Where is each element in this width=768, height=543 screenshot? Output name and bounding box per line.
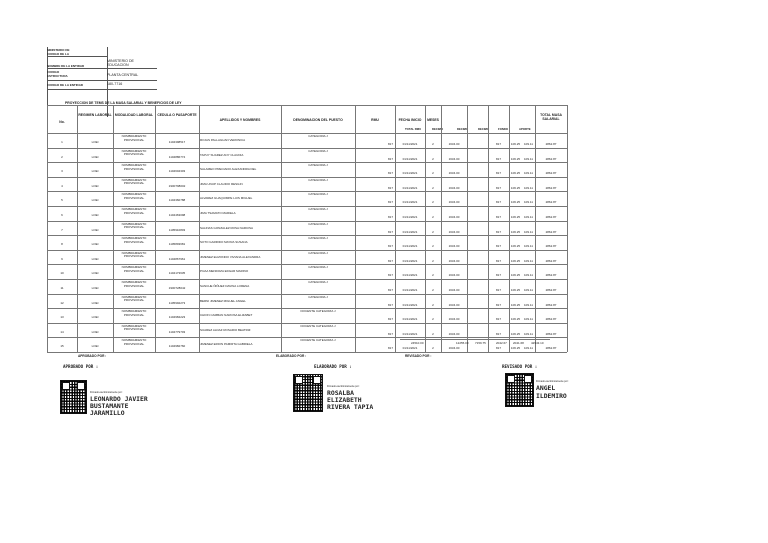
cell-total: 2862.87 [545, 288, 557, 292]
cell-no: 7 [61, 227, 63, 232]
grand-total: 42943.10 [531, 341, 544, 345]
cell-fecha: 01/11/2021 [402, 302, 418, 307]
column-header-meses: MESES [427, 118, 439, 122]
cell-c3: 817 [495, 215, 501, 219]
cell-fecha: 01/11/2021 [402, 317, 418, 322]
cell-no: 12 [60, 300, 64, 305]
approved-name: LEONARDO JAVIER [90, 395, 148, 403]
cell-regimen: LOEI [91, 198, 99, 203]
cell-fecha: 01/11/2021 [402, 258, 418, 263]
cell-cedula: 1104360788 [168, 198, 186, 203]
cell-meses: 2 [432, 200, 434, 205]
cell-c5: 109.11 [524, 288, 533, 292]
column-header-modalidad: MODALIDAD LABORAL [114, 113, 154, 117]
cell-c3: 817 [495, 288, 501, 292]
cell-c4: 106.25 [510, 229, 521, 234]
cell-cedula: 1104779703 [168, 329, 186, 334]
cell-regimen: LOEI [91, 213, 99, 217]
cell-puesto: DOCENTE CATEGORIA J [300, 323, 336, 328]
header-label: CODIGO DE LA ENTIDAD [47, 83, 84, 87]
cell-c4: 106.25 [510, 317, 521, 322]
cell-total: 2862.87 [545, 273, 557, 278]
cell-total: 2862.87 [545, 317, 557, 322]
cell-cedula: 1104982760 [168, 344, 186, 349]
prepared-label: ELABORADO POR : [276, 354, 307, 358]
cell-cedula: 1105910803 [168, 227, 186, 232]
cell-modalidad: NOMBRAMIENTO PROVISIONAL [121, 280, 147, 288]
cell-nombre: SALAMEO PRECIADO ALEXANDRA DEL [200, 167, 257, 172]
cell-c5: 109.11 [524, 171, 533, 176]
reviewed-label: REVISADO POR : [405, 354, 432, 358]
cell-c4: 106.25 [510, 244, 521, 249]
cell-total: 2862.87 [545, 215, 557, 219]
cell-meses: 2 [432, 171, 434, 176]
cell-regimen: LOEI [91, 169, 99, 174]
cell-puesto: CATEGORIA J [308, 192, 328, 197]
cell-cedula: 1104984223 [168, 315, 186, 320]
cell-rmu: 817 [387, 156, 393, 161]
cell-meses: 2 [432, 346, 434, 351]
cell-c5: 109.11 [524, 156, 533, 161]
subcolumn-header: APORTE [519, 127, 531, 131]
cell-meses: 2 [432, 258, 434, 263]
cell-nombre: CHION CAMBAN NARCISA ELIZABET [200, 313, 253, 318]
column-header-fecha: FECHA INICIO [398, 118, 422, 122]
cell-c5: 109.11 [524, 302, 533, 307]
cell-c1: 1634.00 [448, 156, 460, 161]
cell-c4: 106.25 [510, 331, 521, 336]
cell-rmu: 817 [387, 302, 393, 307]
cell-rmu: 817 [387, 244, 393, 249]
cell-no: 5 [61, 198, 63, 203]
cell-c1: 1634.00 [448, 185, 460, 190]
subcolumn-header: TOTAL RMU [405, 127, 422, 131]
cell-c1: 1634.00 [448, 346, 460, 351]
cell-modalidad: NOMBRAMIENTO PROVISIONAL [121, 163, 147, 171]
cell-meses: 2 [432, 215, 434, 219]
total-value: 12255.00 [456, 341, 469, 345]
cell-total: 2862.87 [545, 331, 557, 336]
reviewed-name: ANGEL [536, 384, 556, 392]
cell-nombre: SALINAS GONZALEZ ROSA NARCISA [200, 225, 254, 230]
cell-no: 8 [61, 242, 63, 247]
reviewed-signature-qr [505, 373, 534, 407]
cell-fecha: 01/11/2021 [402, 185, 418, 190]
table-row-border [47, 352, 567, 353]
cell-meses: 2 [432, 156, 434, 161]
subcolumn-header: DECIMO [432, 127, 444, 131]
cell-fecha: 01/11/2021 [402, 229, 418, 234]
cell-fecha: 01/11/2021 [402, 273, 418, 278]
table-column-border [567, 105, 568, 352]
cell-modalidad: NOMBRAMIENTO PROVISIONAL [121, 309, 147, 317]
cell-nombre: SOTO GARRIDO MAYRA SUSANA [200, 240, 248, 245]
prepared-signature-caption: Firmado electrónicamente por: [327, 385, 360, 388]
approved-label: APROBADO POR : [78, 354, 107, 358]
prepared-signature-qr [293, 374, 323, 412]
cell-nombre: SUAREZ ALDAZ ROSARIO BEATRIZ [200, 327, 251, 332]
cell-rmu: 817 [387, 288, 393, 292]
cell-puesto: CATEGORIA J [308, 294, 328, 299]
cell-meses: 2 [432, 302, 434, 307]
column-header-regimen: REGIMEN LABORAL [78, 113, 112, 117]
cell-no: 14 [60, 329, 64, 334]
cell-rmu: 817 [387, 215, 393, 219]
prepared-name: RIVERA TAPIA [327, 403, 374, 411]
cell-modalidad: NOMBRAMIENTO PROVISIONAL [121, 236, 147, 244]
cell-c3: 817 [495, 317, 501, 322]
cell-regimen: LOEI [91, 242, 99, 247]
cell-c5: 109.11 [524, 185, 533, 190]
cell-meses: 2 [432, 331, 434, 336]
cell-nombre: PIJAA MENDOZA EDGAR MARINO [200, 269, 249, 274]
cell-cedula: 1105893681 [168, 242, 186, 247]
cell-c1: 1634.00 [448, 244, 460, 249]
cell-c5: 109.11 [524, 229, 533, 234]
cell-no: 4 [61, 183, 63, 188]
cell-meses: 2 [432, 273, 434, 278]
cell-rmu: 817 [387, 273, 393, 278]
cell-c4: 106.25 [510, 171, 521, 176]
total-value: 7159.75 [475, 341, 486, 345]
cell-meses: 2 [432, 229, 434, 234]
cell-regimen: LOEI [91, 300, 99, 305]
cell-puesto: CATEGORIA J [308, 177, 328, 182]
cell-regimen: LOEI [91, 286, 99, 290]
column-header-no: No. [59, 120, 65, 124]
header-row [47, 80, 157, 90]
cell-c3: 817 [495, 331, 501, 336]
cell-total: 2862.87 [545, 156, 557, 161]
cell-rmu: 817 [387, 331, 393, 336]
cell-nombre: JIMA UNUP CLAUDIO RESILIN [200, 181, 243, 186]
cell-regimen: LOEI [91, 329, 99, 334]
cell-modalidad: NOMBRAMIENTO PROVISIONAL [121, 148, 147, 157]
cell-modalidad: NOMBRAMIENTO PROVISIONAL [121, 221, 147, 230]
prepared-name: ELIZABETH [327, 396, 362, 404]
cell-regimen: LOEI [91, 271, 99, 276]
cell-modalidad: NOMBRAMIENTO PROVISIONAL [121, 177, 147, 186]
cell-c3: 817 [495, 185, 501, 190]
cell-c1: 1634.00 [448, 331, 460, 336]
cell-no: 3 [61, 169, 63, 174]
cell-c4: 106.25 [510, 273, 521, 278]
table-top-border [47, 105, 567, 106]
approved-signature-caption: Firmado electrónicamente por: [90, 391, 123, 394]
cell-no: 10 [60, 271, 64, 276]
column-header-apellidos: APELLIDOS Y NOMBRES [219, 118, 261, 122]
cell-c1: 1634.00 [448, 258, 460, 263]
cell-c3: 817 [495, 142, 501, 146]
cell-modalidad: NOMBRAMIENTO PROVISIONAL [121, 265, 147, 273]
subcolumn-header: FONDO [498, 127, 509, 131]
cell-cedula: 1900798002 [168, 183, 186, 188]
cell-fecha: 01/11/2021 [402, 215, 418, 219]
reviewed-label-2: REVISADO POR : [502, 364, 538, 369]
cell-no: 9 [61, 256, 63, 261]
cell-regimen: LOEI [91, 140, 99, 144]
approved-name: JARAMILLO [90, 409, 125, 417]
cell-cedula: 1104173635 [168, 271, 186, 276]
cell-fecha: 01/11/2021 [402, 331, 418, 336]
section-title: PROYECCION DE TEMS DE LA MASA SALARIAL Y BENEFICIOS DE LEY [65, 101, 182, 105]
cell-c3: 817 [495, 302, 501, 307]
cell-c1: 1634.00 [448, 288, 460, 292]
cell-total: 2862.87 [545, 258, 557, 263]
header-label: ESTRUCTURA [47, 74, 68, 78]
cell-cedula: 1104604303 [168, 169, 186, 174]
totals-separator [400, 339, 550, 340]
cell-modalidad: NOMBRAMIENTO PROVISIONAL [121, 294, 147, 303]
cell-c4: 106.25 [510, 288, 521, 292]
prepared-name: ROSALBA [327, 389, 354, 397]
cell-c4: 106.25 [510, 302, 521, 307]
cell-regimen: LOEI [91, 154, 99, 159]
cell-meses: 2 [432, 317, 434, 322]
cell-cedula: 1104398517 [168, 140, 186, 144]
cell-rmu: 817 [387, 229, 393, 234]
cell-nombre: JIMENEZ ELIZONDO VIVIANA ALEXANDRA [200, 254, 261, 259]
cell-puesto: CATEGORIA J [308, 265, 328, 270]
cell-c1: 1634.00 [448, 142, 460, 146]
cell-c3: 817 [495, 258, 501, 263]
cell-c5: 109.11 [524, 215, 533, 219]
cell-puesto: CATEGORIA J [308, 280, 328, 284]
cell-modalidad: NOMBRAMIENTO PROVISIONAL [121, 207, 147, 215]
cell-c5: 109.11 [524, 258, 533, 263]
cell-total: 2862.87 [545, 185, 557, 190]
cell-c4: 106.25 [510, 185, 521, 190]
cell-meses: 2 [432, 185, 434, 190]
header-value: 180-7716 [107, 82, 123, 86]
cell-modalidad: NOMBRAMIENTO PROVISIONAL [121, 323, 147, 332]
cell-rmu: 817 [387, 142, 393, 146]
cell-nombre: JIMA TSAMATO MARIELA [200, 211, 236, 215]
cell-modalidad: NOMBRAMIENTO PROVISIONAL [121, 250, 147, 259]
cell-c1: 1634.00 [448, 171, 460, 176]
cell-regimen: LOEI [91, 183, 99, 188]
cell-c4: 106.25 [510, 200, 521, 205]
reviewed-signature-caption: Firmado electrónicamente por: [536, 380, 569, 383]
cell-c3: 817 [495, 229, 501, 234]
cell-puesto: CATEGORIA J [308, 207, 328, 211]
cell-c3: 817 [495, 273, 501, 278]
cell-nombre: SANCHE ÑIÑUEZ DAVINA LORENA [200, 284, 250, 288]
cell-puesto: CATEGORIA J [308, 163, 328, 168]
cell-c4: 106.25 [510, 258, 521, 263]
cell-nombre: BERNI JIMENEZ MIGUEL ANGEL [200, 298, 246, 303]
cell-meses: 2 [432, 244, 434, 249]
cell-regimen: LOEI [91, 344, 99, 349]
cell-rmu: 817 [387, 346, 393, 351]
cell-total: 2862.87 [545, 200, 557, 205]
cell-c4: 106.25 [510, 142, 521, 146]
subcolumn-header: DECIMO [457, 127, 469, 131]
cell-c4: 106.25 [510, 156, 521, 161]
cell-c1: 1634.00 [448, 273, 460, 278]
cell-nombre: ROJAS PALLAGUAN VERONICA [200, 138, 246, 142]
cell-puesto: CATEGORIA J [308, 134, 328, 138]
cell-c5: 109.11 [524, 331, 533, 336]
cell-c5: 109.11 [524, 317, 533, 322]
cell-c4: 106.25 [510, 215, 521, 219]
total-value: 2041.68 [513, 341, 524, 345]
cell-c3: 817 [495, 200, 501, 205]
cell-c5: 109.11 [524, 273, 533, 278]
cell-total: 2862.87 [545, 346, 557, 351]
cell-modalidad: NOMBRAMIENTO PROVISIONAL [121, 338, 147, 346]
cell-c5: 109.11 [524, 346, 533, 351]
approved-name: BUSTAMANTE [90, 402, 129, 410]
header-label: MINISTERIO DE [47, 48, 70, 52]
cell-cedula: 1900728042 [168, 286, 186, 290]
cell-c1: 1634.00 [448, 200, 460, 205]
header-label: CODIGO DE LA [47, 52, 70, 56]
column-header-rmu: RMU [371, 118, 379, 122]
cell-puesto: DOCENTE CATEGORIA J [300, 309, 336, 314]
cell-no: 2 [61, 154, 63, 159]
cell-rmu: 817 [387, 258, 393, 263]
column-header-puesto: DENOMINACION DEL PUESTO [293, 118, 343, 122]
cell-puesto: CATEGORIA J [308, 250, 328, 255]
cell-no: 1 [61, 140, 63, 144]
header-value: MINISTERIO DE EDUCACION [107, 59, 134, 67]
cell-fecha: 01/11/2021 [402, 346, 418, 351]
table-column-border [467, 105, 468, 352]
approved-signature-qr [60, 380, 87, 414]
cell-cedula: 1104886774 [168, 154, 186, 159]
cell-regimen: LOEI [91, 315, 99, 320]
cell-no: 15 [60, 344, 64, 349]
cell-c1: 1634.00 [448, 215, 460, 219]
cell-nombre: ALVAREZ GUAQUIMPE LUIS MIGUEL [200, 196, 253, 201]
cell-regimen: LOEI [91, 256, 99, 261]
subcolumn-header: DECIMO [478, 127, 490, 131]
cell-c3: 817 [495, 244, 501, 249]
cell-puesto: CATEGORIA J [308, 236, 328, 241]
cell-c1: 1634.00 [448, 302, 460, 307]
cell-cedula: 1104463098 [168, 213, 186, 217]
cell-c5: 109.11 [524, 200, 533, 205]
payroll-table [47, 105, 567, 351]
cell-c4: 106.25 [510, 346, 521, 351]
cell-rmu: 817 [387, 200, 393, 205]
cell-fecha: 01/11/2021 [402, 171, 418, 176]
cell-fecha: 01/11/2021 [402, 200, 418, 205]
cell-rmu: 817 [387, 171, 393, 176]
cell-fecha: 01/11/2021 [402, 142, 418, 146]
cell-nombre: TAPUY SUAREZ ANY CLAUDIA [200, 152, 244, 157]
cell-c1: 1634.00 [448, 317, 460, 322]
cell-total: 2862.87 [545, 229, 557, 234]
cell-c1: 1634.00 [448, 229, 460, 234]
cell-regimen: LOEI [91, 227, 99, 232]
total-value: 24510.00 [411, 341, 424, 345]
approved-label-2: APROBADO POR : [63, 364, 99, 369]
cell-total: 2862.87 [545, 171, 557, 176]
cell-no: 13 [60, 315, 64, 320]
header-label: CODIGO [47, 70, 60, 74]
total-value: 2042.67 [496, 341, 507, 345]
column-header-cedula: CEDULA O PASAPORTE [157, 113, 197, 117]
cell-fecha: 01/11/2021 [402, 288, 418, 292]
cell-rmu: 817 [387, 185, 393, 190]
cell-no: 6 [61, 213, 63, 217]
cell-no: 11 [60, 286, 64, 290]
cell-rmu: 817 [387, 317, 393, 322]
cell-nombre: JIMENEZ ERION PAMIRTA GABRIELA [200, 342, 253, 347]
cell-puesto: DOCENTE CATEGORIA J [300, 338, 336, 343]
cell-c3: 817 [495, 171, 501, 176]
cell-c3: 817 [495, 156, 501, 161]
cell-puesto: CATEGORIA J [308, 221, 328, 226]
cell-cedula: 1104867961 [168, 256, 186, 261]
cell-modalidad: NOMBRAMIENTO PROVISIONAL [121, 134, 147, 142]
cell-total: 2862.87 [545, 244, 557, 249]
cell-c3: 817 [495, 346, 501, 351]
header-value: PLANTA CENTRAL [107, 73, 139, 77]
header-label: NOMBRE DE LA ENTIDAD [47, 64, 85, 68]
cell-fecha: 01/11/2021 [402, 156, 418, 161]
cell-puesto: CATEGORIA J [308, 148, 328, 153]
cell-cedula: 1105992273 [168, 300, 186, 305]
column-header-total: TOTAL MASA SALARIAL [540, 113, 562, 121]
cell-meses: 2 [432, 142, 434, 146]
cell-fecha: 01/11/2021 [402, 244, 418, 249]
cell-c5: 109.11 [524, 142, 533, 146]
cell-total: 2862.87 [545, 142, 557, 146]
cell-c5: 109.11 [524, 244, 533, 249]
cell-total: 2862.87 [545, 302, 557, 307]
reviewed-name: ILDEMIRO [536, 392, 567, 400]
cell-meses: 2 [432, 288, 434, 292]
table-column-border [281, 105, 282, 352]
prepared-label-2: ELABORADO POR : [314, 364, 352, 369]
cell-modalidad: NOMBRAMIENTO PROVISIONAL [121, 192, 147, 200]
